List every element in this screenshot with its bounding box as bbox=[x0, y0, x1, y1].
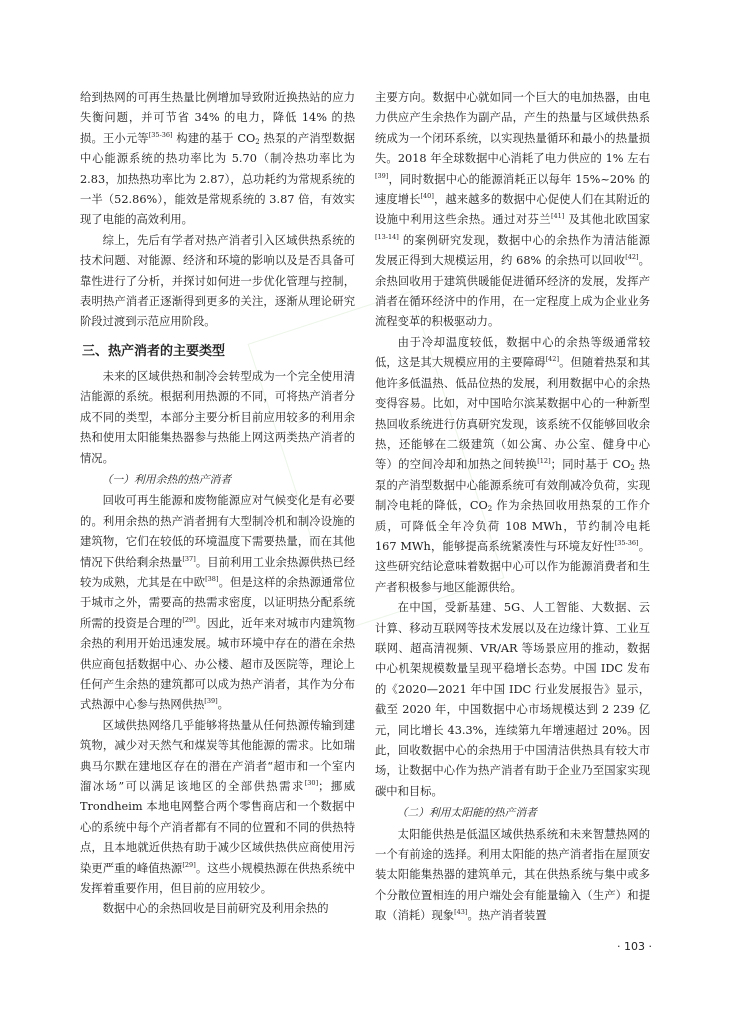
paragraph: 太阳能供热是低温区域供热系统和未来智慧热网的一个有前途的选择。利用太阳能的热产消者指在屋顶安装太阳能集热器的建筑单元，其在供热系统与集中或多个分散位置相连的用户端处会有能量输入（生产）和提取（消耗）现象[43]。热产消者装置 bbox=[375, 827, 650, 923]
subsection-heading: （二）利用太阳能的热产消者 bbox=[396, 806, 537, 820]
paragraph: 综上，先后有学者对热产消者引入区域供热系统的技术问题、对能源、经济和环境的影响以及是否具备可靠性进行了分析，并探讨如何进一步优化管理与控制，表明热产消者正逐渐得到更多的关注，逐渐从理论研究阶段过渡到示范应用阶段。 bbox=[80, 233, 355, 329]
paragraph: 区域供热网络几乎能够将热量从任何热源传输到建筑物，减少对天然气和煤炭等其他能源的需求。比如瑞典马尔默在建地区存在的潜在产消者“超市和一个室内溜冰场”可以满足该地区的全部供热需求[30]；挪威 Trondheim 本地电网整合两个零售商店和一个数据中心的系统中每个产消者都有不同的位置和不同的供热特点，且本地就近供热有助于减少区域供热供应商使用污染更严重的峰值热源[29]。这些小规模热源在供热系统中发挥着重要作用，但目前的应用较少。 bbox=[80, 718, 355, 896]
paragraph: 给到热网的可再生热量比例增加导致附近换热站的应力失衡问题，并可节省 34% 的电力，降低 14% 的热损。王小元等[35-36] 构建的基于 $CO_2$ 热泵的产消型数据中心能源系统的热功率比为 5.70（制冷热功率比为 2.83，加热热功率比为 2.87），总功耗约为常规系统的一半（52.86%），能效是常规系统的 3.87 倍，有效实现了电能的高效利用。 bbox=[80, 91, 355, 227]
right-column bbox=[375, 88, 650, 927]
paragraph: 回收可再生能源和废物能源应对气候变化是有必要的。利用余热的热产消者拥有大型制冷机和制冷设施的建筑物，它们在较低的环境温度下需要热量，而在其他情况下供给剩余热量[37]。目前利用工业余热源供热已经较为成熟，尤其是在中欧[38]。但是这样的余热源通常位于城市之外，需要高的热需求密度，以证明热分配系统所需的投资是合理的[29]。因此，近年来对城市内建筑物余热的利用开始迅速发展。城市环境中存在的潜在余热供应商包括数据中心、办公楼、超市及医院等，理论上任何产生余热的建筑都可以成为热产消者，其作为分布式热源中心参与热网供热[39]。 bbox=[80, 494, 355, 712]
paragraph: 数据中心的余热回收是目前研究及利用余热的 bbox=[102, 902, 329, 916]
paragraph: 主要方向。数据中心就如同一个巨大的电加热器，由电力供应产生余热作为副产品，产生的热量与区域供热系统成为一个闭环系统，以实现热量循环和最小的热量损失。2018 年全球数据中心消耗了电力供应的 1% 左右[39]，同时数据中心的能源消耗正以每年 15%~20% 的速度增长[40]，越来越多的数据中心促使人们在其附近的设施中利用这些余热。通过对芬兰[41] 及其他北欧国家[13-14] 的案例研究发现，数据中心的余热作为清洁能源发展正得到大规模运用，约 68% 的余热可以回收[42]。余热回收用于建筑供暖能促进循环经济的发展，发挥产消者在循环经济中的作用，在一定程度上成为企业业务流程变革的积极驱动力。 bbox=[375, 91, 650, 329]
subsection-heading: （一）利用余热的热产消者 bbox=[101, 472, 232, 486]
paragraph: 由于冷却温度较低，数据中心的余热等级通常较低，这是其大规模应用的主要障碍[42]。但随着热泵和其他许多低温热、低品位热的发展，利用数据中心的余热变得容易。比如，对中国哈尔滨某数据中心的一种新型热回收系统进行仿真研究发现，该系统不仅能够回收余热，还能够在二级建筑（如公寓、办公室、健身中心等）的空间冷却和加热之间转换[12]；同时基于 $CO_2$ 热泵的产消型数据中心能源系统可有效削减冷负荷，实现制冷电耗的降低，$CO_2$ 作为余热回收用热泵的工作介质，可降低全年冷负荷 108 MWh，节约制冷电耗 167 MWh，能够提高系统紧凑性与环境友好性[35-36]。这些研究结论意味着数据中心可以作为能源消费者和生产者积极参与地区能源供给。 bbox=[375, 335, 651, 594]
paragraph: 在中国，受新基建、5G、人工智能、大数据、云计算、移动互联网等技术发展以及在边缘计算、工业互联网、超高清视频、VR/AR 等场景应用的推动，数据中心机架规模数量呈现平稳增长态势。中国 IDC 发布的《2020—2021 年中国 IDC 行业发展报告》显示，截至 2020 年，中国数据中心市场规模达到 2 239 亿元，同比增长 43.3%，连续第九年增速超过 20%。因此，回收数据中心的余热用于中国清洁供热具有较大市场，让数据中心作为热产消者有助于企业乃至国家实现碳中和目标。 bbox=[375, 601, 650, 798]
paragraph: 未来的区域供热和制冷会转型成为一个完全使用清洁能源的系统。根据利用热源的不同，可将热产消者分成不同的类型，本部分主要分析目前应用较多的利用余热和使用太阳能集热器参与热能上网这两类热产消者的情况。 bbox=[80, 369, 355, 465]
left-column bbox=[80, 88, 355, 920]
section-heading: 三、热产消者的主要类型 bbox=[82, 343, 226, 359]
page-number: · 103 · bbox=[617, 940, 652, 953]
